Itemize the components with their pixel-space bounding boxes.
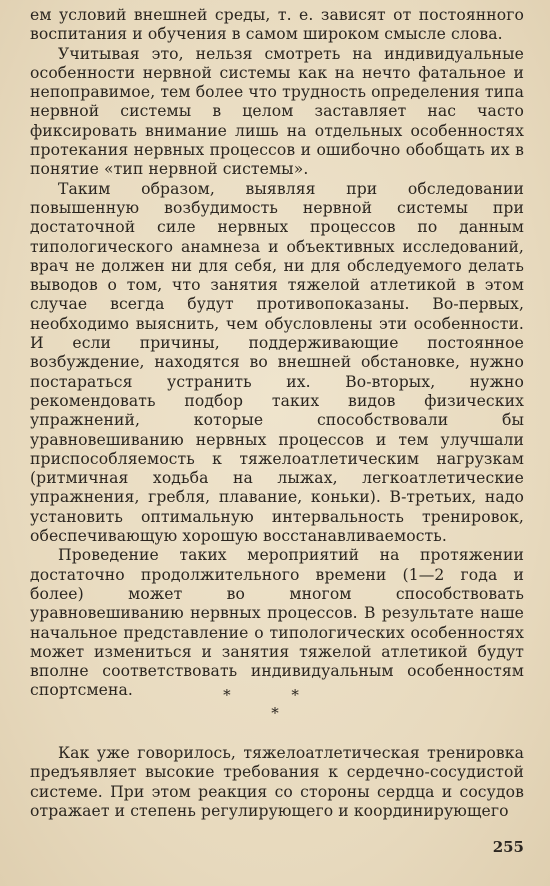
text-block-next-section bbox=[30, 744, 524, 821]
paragraph: Таким образом, выявляя при обследовании повышенную возбудимость нервной системы при достаточной силе нервных процессов по данным типологического анамнеза и объективных исследований, врач не должен ни для себя, ни для обследуемого делать выводов о том, что занятия тяжелой атлетикой в этом случае всегда будут противопоказаны. Во-первых, необходимо выяснить, чем обусловлены эти особенности. И если причины, поддерживающие постоянное возбуждение, находятся во внешней обстановке, нужно постараться устранить их. Во-вторых, нужно рекомендовать подбор таких видов физических упражнений, которые способствовали бы уравновешиванию нервных процессов и тем улучшали приспособляемость к тяжелоатлетическим нагрузкам (ритмичная ходьба на лыжах, легкоатлетические упражнения, гребля, плавание, коньки). В-третьих, надо установить оптимальную интервальность тренировок, обеспечивающую хорошую восстанавливаемость. bbox=[30, 179, 524, 546]
section-separator-bottom: * bbox=[271, 704, 279, 722]
section-separator-top: * * bbox=[223, 686, 327, 704]
paragraph: Как уже говорилось, тяжелоатлетическая тренировка предъявляет высокие требования к сердечно-сосудистой системе. При этом реакция со стороны сердца и сосудов отражает и степень регулирующего и координирующего bbox=[30, 744, 524, 820]
paragraph-continued: ем условий внешней среды, т. е. зависят от постоянного воспитания и обучения в самом широком смысле слова. bbox=[30, 6, 524, 44]
paragraph: Учитывая это, нельзя смотреть на индивидуальные особенности нервной системы как на нечто фатальное и непоправимое, тем более что трудность определения типа нервной системы в целом заставляет нас часто фиксировать внимание лишь на отдельных особенностях протекания нервных процессов и ошибочно обобщать их в понятие «тип нервной системы». bbox=[30, 44, 524, 179]
page-number: 255 bbox=[492, 838, 524, 856]
text-block-main bbox=[30, 6, 524, 701]
paragraph: Проведение таких мероприятий на протяжении достаточно продолжительного времени (1—2 года и более) может во многом способствовать уравновешиванию нервных процессов. В результате наше начальное представление о типологических особенностях может измениться и занятия тяжелой атлетикой будут вполне соответствовать индивидуальным особенностям спортсмена. bbox=[30, 546, 524, 700]
